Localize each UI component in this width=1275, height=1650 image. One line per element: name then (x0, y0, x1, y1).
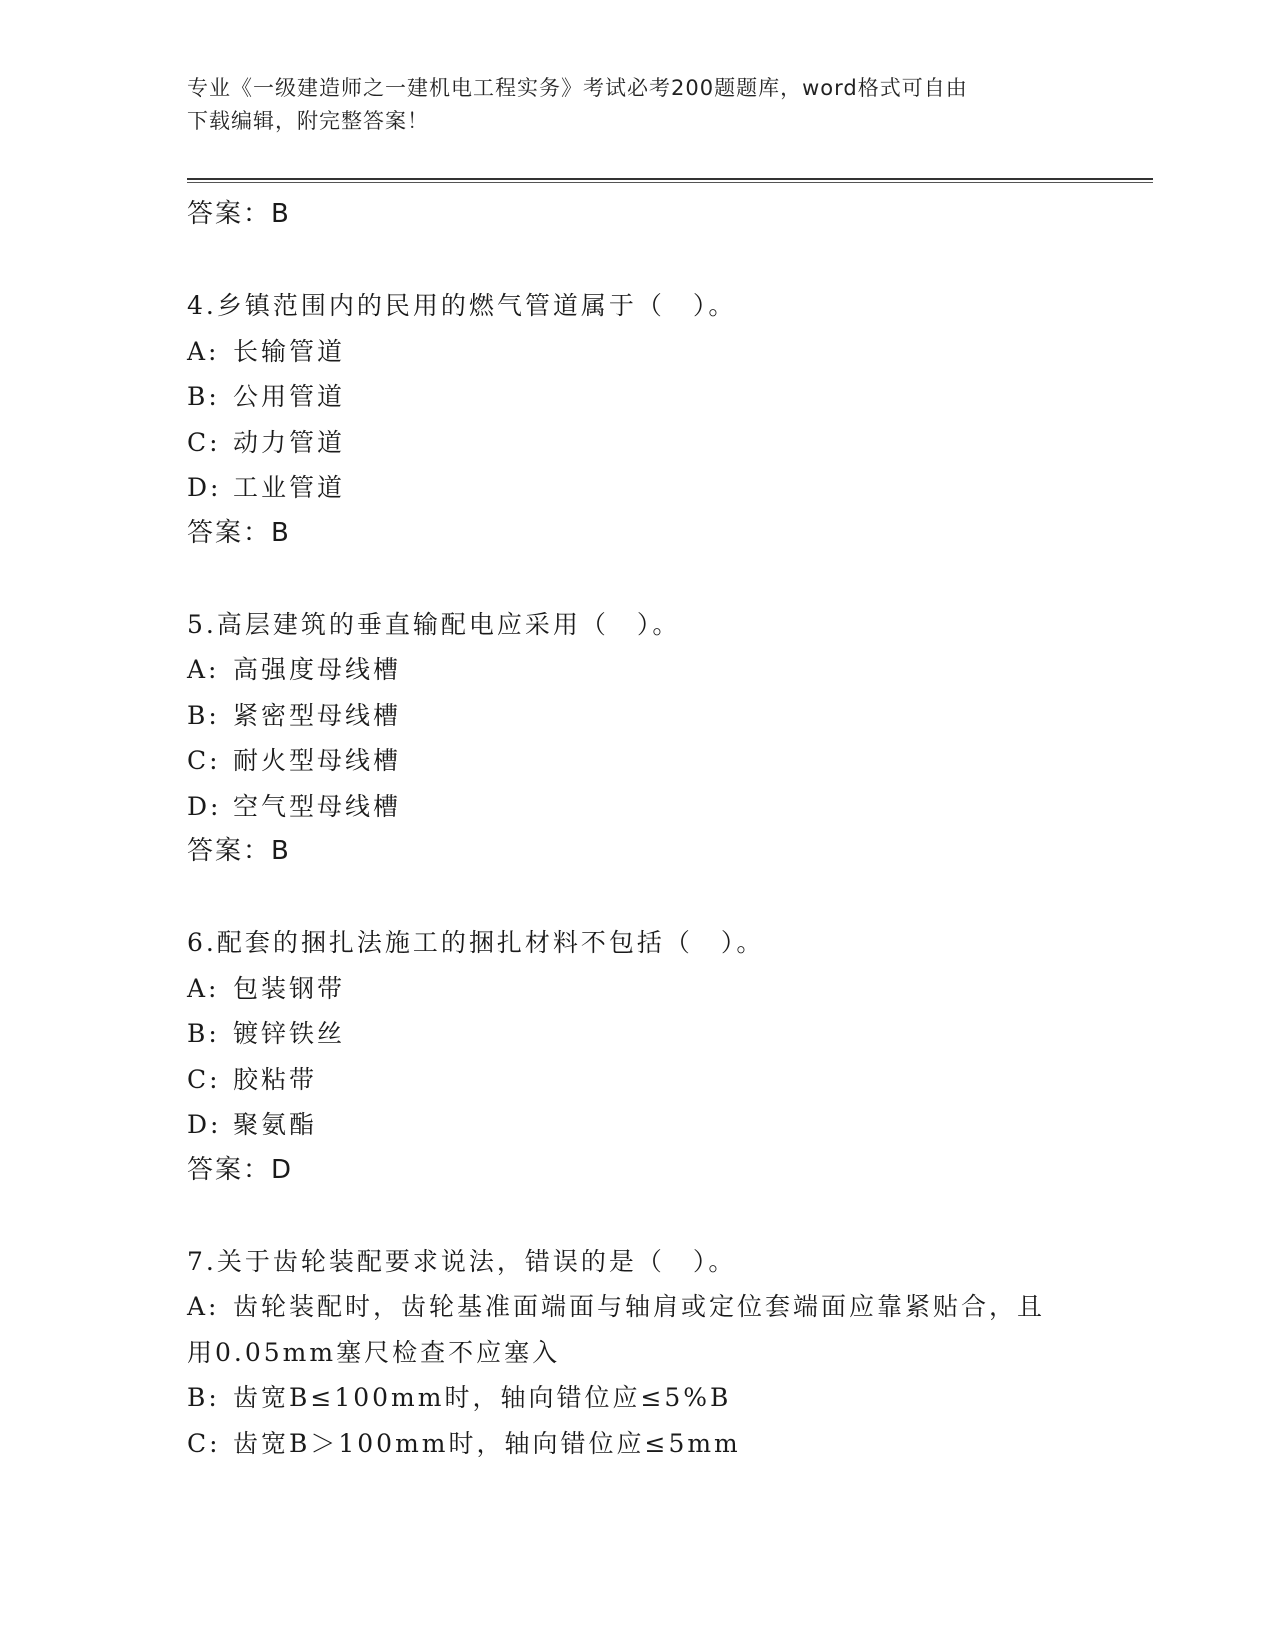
question-5 (187, 602, 1107, 875)
option-key: C: (187, 1428, 221, 1458)
question-stem: 6.配套的捆扎法施工的捆扎材料不包括（ ）。 (187, 928, 765, 957)
option-key: A: (187, 655, 220, 684)
option-text: 聚氨酯 (233, 1110, 318, 1139)
question-stem: 4.乡镇范围内的民用的燃气管道属于（ ）。 (187, 291, 737, 320)
answer-line: 答案：B (187, 517, 291, 548)
option-d (187, 1102, 1107, 1148)
option-text: 紧密型母线槽 (233, 700, 402, 730)
option-a-continued: 用0.05mm塞尺检查不应塞入 (187, 1337, 561, 1367)
option-text: 镀锌铁丝 (233, 1019, 346, 1048)
option-a (187, 329, 1107, 375)
option-b (187, 1375, 1107, 1421)
option-text: 公用管道 (233, 382, 346, 411)
option-key: C: (187, 746, 221, 775)
option-c (187, 738, 1107, 784)
spacer (187, 1193, 1107, 1239)
header-divider-thick (187, 178, 1153, 180)
header-divider-thin (187, 182, 1153, 183)
option-key: A: (187, 336, 220, 366)
header-line-2: 下载编辑，附完整答案！ (187, 109, 429, 133)
option-text: 耐火型母线槽 (233, 746, 402, 775)
option-a (187, 647, 1107, 693)
option-key: A: (187, 973, 220, 1003)
question-7 (187, 1239, 1107, 1467)
option-d (187, 784, 1107, 830)
option-text: 长输管道 (233, 336, 346, 366)
option-text: 高强度母线槽 (233, 655, 402, 684)
option-key: A: (187, 1292, 220, 1321)
option-key: D: (187, 473, 222, 502)
previous-answer: 答案：B (187, 199, 291, 229)
option-key: C: (187, 1064, 221, 1094)
page-header (187, 72, 1067, 138)
spacer (187, 875, 1107, 921)
option-text: 动力管道 (233, 427, 346, 457)
option-key: B: (187, 1019, 220, 1048)
spacer (187, 238, 1107, 284)
question-6 (187, 920, 1107, 1193)
question-list (187, 192, 1107, 1466)
option-key: C: (187, 427, 221, 457)
answer-line: 答案：B (187, 836, 291, 866)
option-text: 包装钢带 (233, 973, 346, 1003)
option-key: B: (187, 382, 220, 411)
option-c (187, 1057, 1107, 1103)
option-text: 齿轮装配时，齿轮基准面端面与轴肩或定位套端面应靠紧贴合，且 (233, 1292, 1046, 1321)
option-b (187, 374, 1107, 420)
option-text: 工业管道 (233, 473, 346, 502)
option-key: B: (187, 1383, 220, 1412)
option-a (187, 1284, 1107, 1330)
option-key: B: (187, 700, 220, 730)
option-text: 胶粘带 (233, 1064, 318, 1094)
option-text: 齿宽B≤100mm时，轴向错位应≤5%B (233, 1383, 732, 1412)
option-b (187, 1011, 1107, 1057)
answer-line: 答案：D (187, 1154, 294, 1185)
question-stem: 7.关于齿轮装配要求说法，错误的是（ ）。 (187, 1246, 737, 1276)
header-line-1: 专业《一级建造师之一建机电工程实务》考试必考200题题库，word格式可自由 (187, 76, 968, 100)
option-key: D: (187, 1110, 222, 1139)
question-4 (187, 283, 1107, 556)
option-d (187, 465, 1107, 511)
option-c (187, 1421, 1107, 1467)
spacer (187, 556, 1107, 602)
question-stem: 5.高层建筑的垂直输配电应采用（ ）。 (187, 609, 681, 639)
option-text: 齿宽B＞100mm时，轴向错位应≤5mm (233, 1428, 741, 1458)
option-c (187, 420, 1107, 466)
option-text: 空气型母线槽 (233, 791, 402, 821)
option-key: D: (187, 791, 222, 821)
option-b (187, 693, 1107, 739)
option-a (187, 966, 1107, 1012)
